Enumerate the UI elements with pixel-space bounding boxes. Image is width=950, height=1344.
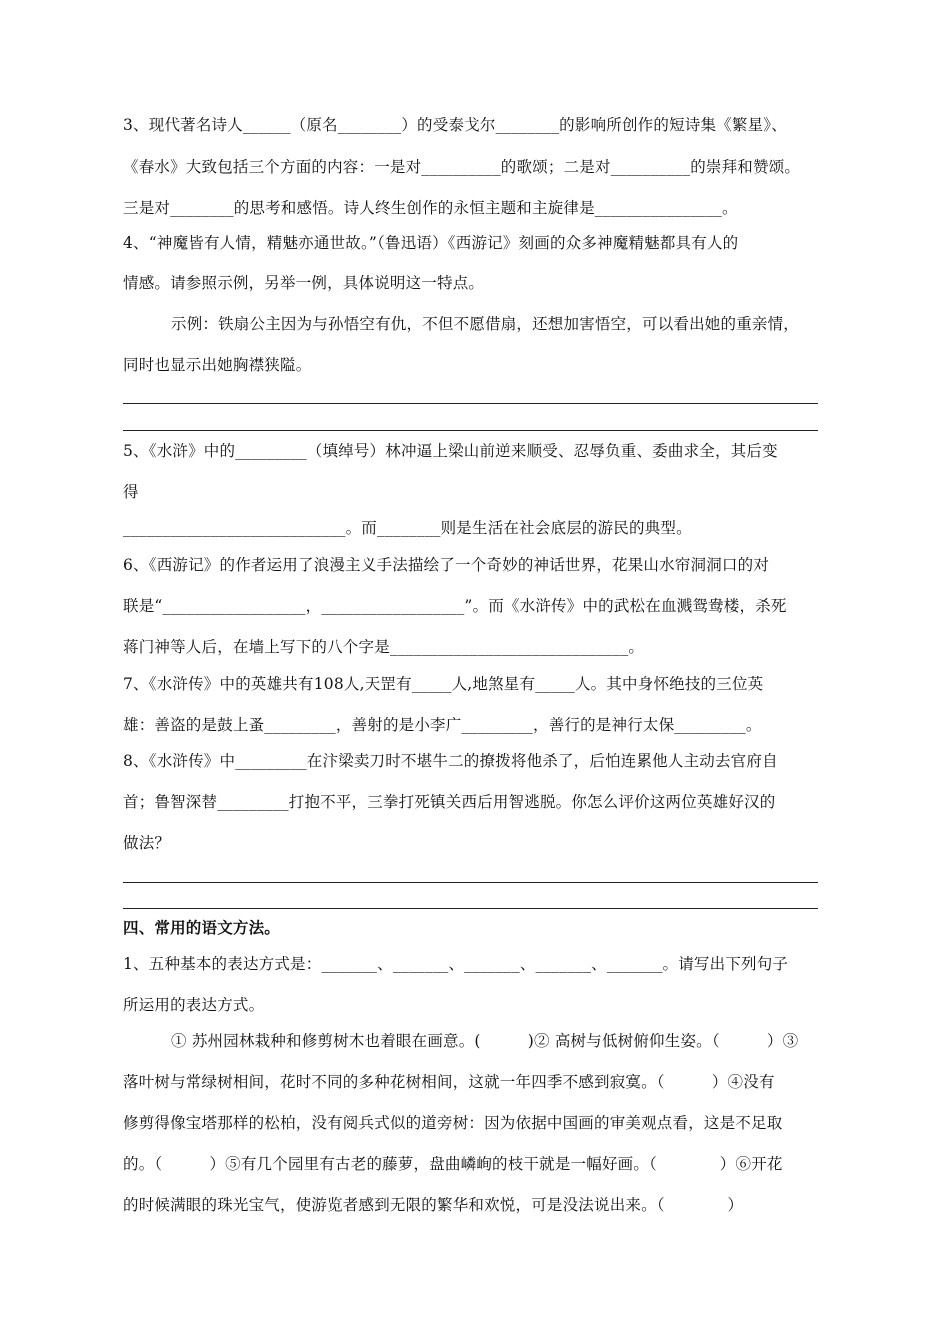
- q3-line-1: 3、现代著名诗人______（原名________）的受泰戈尔________的影响所创作的短诗集《繁星》、: [123, 116, 787, 134]
- s4-q1-line-1: 1、五种基本的表达方式是：_______、_______、_______、_______、_______。请写出下列句子: [123, 955, 789, 973]
- answer-line: [123, 403, 818, 404]
- answer-line: [123, 430, 818, 431]
- answer-line: [123, 882, 818, 883]
- s4-q1-line-3: ① 苏州园林栽种和修剪树木也着眼在画意。( )② 高树与低树俯仰生姿。（ ）③: [171, 1032, 799, 1050]
- q5-line-1: 5、《水浒》中的_________（填绰号）林冲逼上梁山前逆来顺受、忍辱负重、委曲求全，其后变: [123, 442, 778, 460]
- s4-q1-line-7: 的时候满眼的珠光宝气，使游览者感到无限的繁华和欢悦，可是没法说出来。（ ）: [123, 1196, 744, 1214]
- q4-line-1: 4、“神魔皆有人情，精魅亦通世故。”（鲁迅语）《西游记》刻画的众多神魔精魅都具有人的: [123, 234, 739, 252]
- s4-q1-line-5: 修剪得像宝塔那样的松柏，没有阅兵式似的道旁树：因为依据中国画的审美观点看，这是不足取: [123, 1114, 783, 1132]
- q8-line-2: 首；鲁智深替_________打抱不平，三拳打死镇关西后用智逃脱。你怎么评价这两位英雄好汉的: [123, 793, 776, 811]
- q3-line-3: 三是对________的思考和感悟。诗人终生创作的永恒主题和主旋律是________________。: [123, 199, 738, 217]
- answer-line: [123, 908, 818, 909]
- q6-line-1: 6、《西游记》的作者运用了浪漫主义手法描绘了一个奇妙的神话世界，花果山水帘洞洞口的对: [123, 556, 770, 574]
- q8-line-1: 8、《水浒传》中_________在汴梁卖刀时不堪牛二的撩拨将他杀了，后怕连累他人主动去官府自: [123, 752, 778, 770]
- s4-q1-line-2: 所运用的表达方式。: [123, 996, 265, 1014]
- q8-line-3: 做法？: [123, 834, 171, 852]
- s4-q1-line-6: 的。（ ）⑤有几个园里有古老的藤萝，盘曲嶙峋的枝干就是一幅好画。（ ）⑥开花: [123, 1155, 783, 1173]
- q4-example-line-2: 同时也显示出她胸襟狭隘。: [123, 356, 312, 374]
- q5-line-3: ____________________________。而________则是生活在社会底层的游民的典型。: [123, 519, 692, 537]
- q4-example-line-1: 示例：铁扇公主因为与孙悟空有仇，不但不愿借扇，还想加害悟空，可以看出她的重亲情，: [171, 315, 800, 333]
- section-heading: 四、常用的语文方法。: [123, 918, 281, 937]
- q6-line-3: 蒋门神等人后，在墙上写下的八个字是______________________________。: [123, 638, 645, 656]
- q6-line-2: 联是“__________________，__________________”。而《水浒传》中的武松在血溅鸳鸯楼，杀死: [123, 597, 787, 615]
- s4-q1-line-4: 落叶树与常绿树相间，花时不同的多种花树相间，这就一年四季不感到寂寞。（ ）④没有: [123, 1073, 775, 1091]
- q4-line-2: 情感。请参照示例，另举一例，具体说明这一特点。: [123, 274, 485, 292]
- q7-line-2: 雄：善盗的是鼓上蚤_________，善射的是小李广_________，善行的是神行太保_________。: [123, 716, 762, 734]
- q7-line-1: 7、《水浒传》中的英雄共有108人,天罡有_____人,地煞星有_____人。其中身怀绝技的三位英: [123, 675, 764, 693]
- q5-line-2: 得: [123, 483, 139, 501]
- q3-line-2: 《春水》大致包括三个方面的内容：一是对__________的歌颂；二是对__________的崇拜和赞颂。: [123, 158, 801, 176]
